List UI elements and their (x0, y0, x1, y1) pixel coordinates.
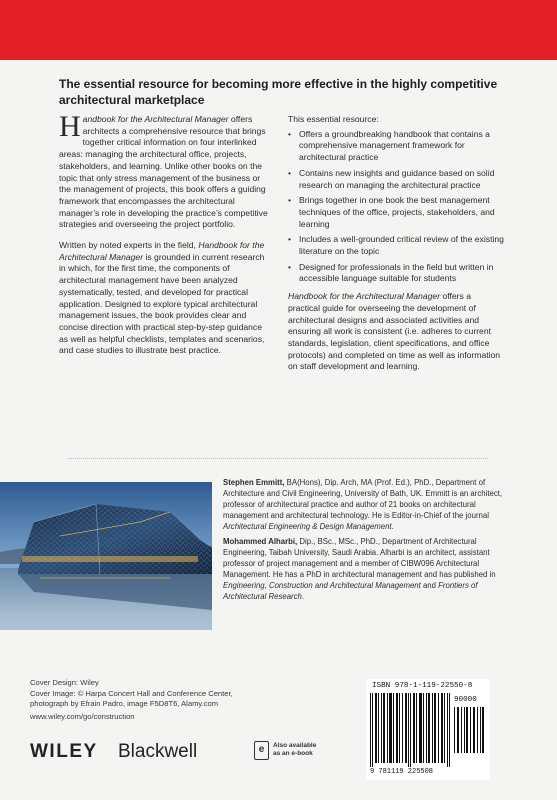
author-name: Stephen Emmitt, (223, 478, 285, 487)
website-link[interactable]: www.wiley.com/go/construction (30, 712, 135, 721)
blackwell-logo: Blackwell (118, 741, 198, 762)
red-top-band (0, 0, 557, 60)
second-title-italic: Handbook for the Architectural Manager (59, 240, 265, 262)
second-text: is grounded in current research in which, for the first time, the components of architectural management have been analyzed systematically, tested, and developed for practical application. Designed to explore typical architectural management issues, the book provides clear and concise direction with practical step-by-step guidance as well as helpful checklists, templates and scenarios, and case studies to illustrate best practice. (59, 251, 265, 356)
cover-image-credit: Cover Image: © Harpa Concert Hall and Conference Center, photograph by Efrain Padro, image F5D8T6, Alamy.com (30, 688, 233, 708)
bullet-icon: • (288, 234, 292, 245)
drop-cap: H (59, 110, 81, 143)
bullet-icon: • (288, 167, 292, 178)
intro-text: offers architects a comprehensive resource that brings together critical information on four interlinked areas: managing the architectural office, projects, stakeholders, and learning. Unlike other books on the topic that only stress management of the business or the management of projects, this book offers a guiding framework that encompasses the architectural manager’s role in developing the practice’s competitive strategies and overseeing the project portfolio. (59, 114, 268, 230)
price-barcode-icon (454, 707, 484, 753)
barcode-icon (370, 693, 452, 767)
list-item: • Contains new insights and guidance based on solid research on managing the architectural practice (288, 167, 495, 190)
ebook-notice: Also available as an e-book (273, 742, 317, 757)
second-paragraph (59, 240, 273, 357)
barcode-digits: 9 781119 225508 (370, 768, 434, 776)
cover-design-credit: Cover Design: Wiley (30, 678, 99, 687)
author-bio: Stephen Emmitt, BA(Hons), Dip. Arch, MA (Prof. Ed.), PhD., Department of Architecture and Civil Engineering, University of Bath, UK. Emmitt is an architect, professor of architectural practice and author of 21 books on architectural management and architectural technology. He is Editor-in-Chief of the journal Architectural Engineering & Design Management. (223, 478, 503, 531)
list-item: • Includes a well-grounded critical review of the existing literature on the topic (288, 234, 504, 257)
bullet-icon: • (288, 128, 292, 139)
harpa-photo (0, 482, 212, 630)
list-item: • Offers a groundbreaking handbook that contains a comprehensive management framework for architectural practice (288, 128, 490, 163)
second-start: Written by noted experts in the field, (59, 240, 199, 251)
book-title-italic: andbook for the Architectural Manager (82, 114, 229, 124)
features-intro: This essential resource: (288, 114, 379, 124)
bullet-icon: • (288, 261, 292, 272)
closing-title-italic: Handbook for the Architectural Manager (288, 291, 441, 302)
barcode-box (366, 679, 490, 780)
list-item: • Brings together in one book the best management techniques of the office, projects, stakeholders, and learning (288, 195, 495, 229)
author-bio: Mohammed Alharbi, Dip., BSc., MSc., PhD., Department of Architectural Engineering, Taibah University, Saudi Arabia. Alharbi is an architect, assistant professor of project management and a member of CIBW096 Architectural Management. He has a PhD in architectural management and has published in Engineering, Construction and Architectural Management and Frontiers of Architectural Research. (223, 537, 496, 601)
left-column (59, 110, 273, 366)
cover-credits (30, 678, 270, 710)
intro-paragraph (59, 110, 273, 231)
isbn-label: ISBN 978-1-119-22550-8 (372, 682, 473, 690)
author-bios (223, 477, 503, 606)
bullet-icon: • (288, 195, 292, 206)
right-column (288, 114, 504, 382)
section-divider (68, 458, 488, 459)
ebook-icon: e (254, 741, 269, 760)
headline: The essential resource for becoming more effective in the highly competitive architectural marketplace (59, 77, 498, 107)
list-item: • Designed for professionals in the field but written in accessible language suitable for students (288, 261, 494, 284)
closing-text: offers a practical guide for overseeing the development of architectural designs and associated activities and ensuring all work is consistent (i.e. adheres to current standards, legislation, client specifications, and office protocols) and completed on time as well as information on staff development and learning. (288, 291, 501, 372)
price-code: 90000 (454, 696, 477, 704)
author-name: Mohammed Alharbi, (223, 537, 298, 546)
feature-list (288, 129, 504, 285)
photo-illustration (0, 482, 212, 630)
wiley-logo: WILEY (30, 741, 98, 762)
closing-paragraph (288, 291, 504, 373)
